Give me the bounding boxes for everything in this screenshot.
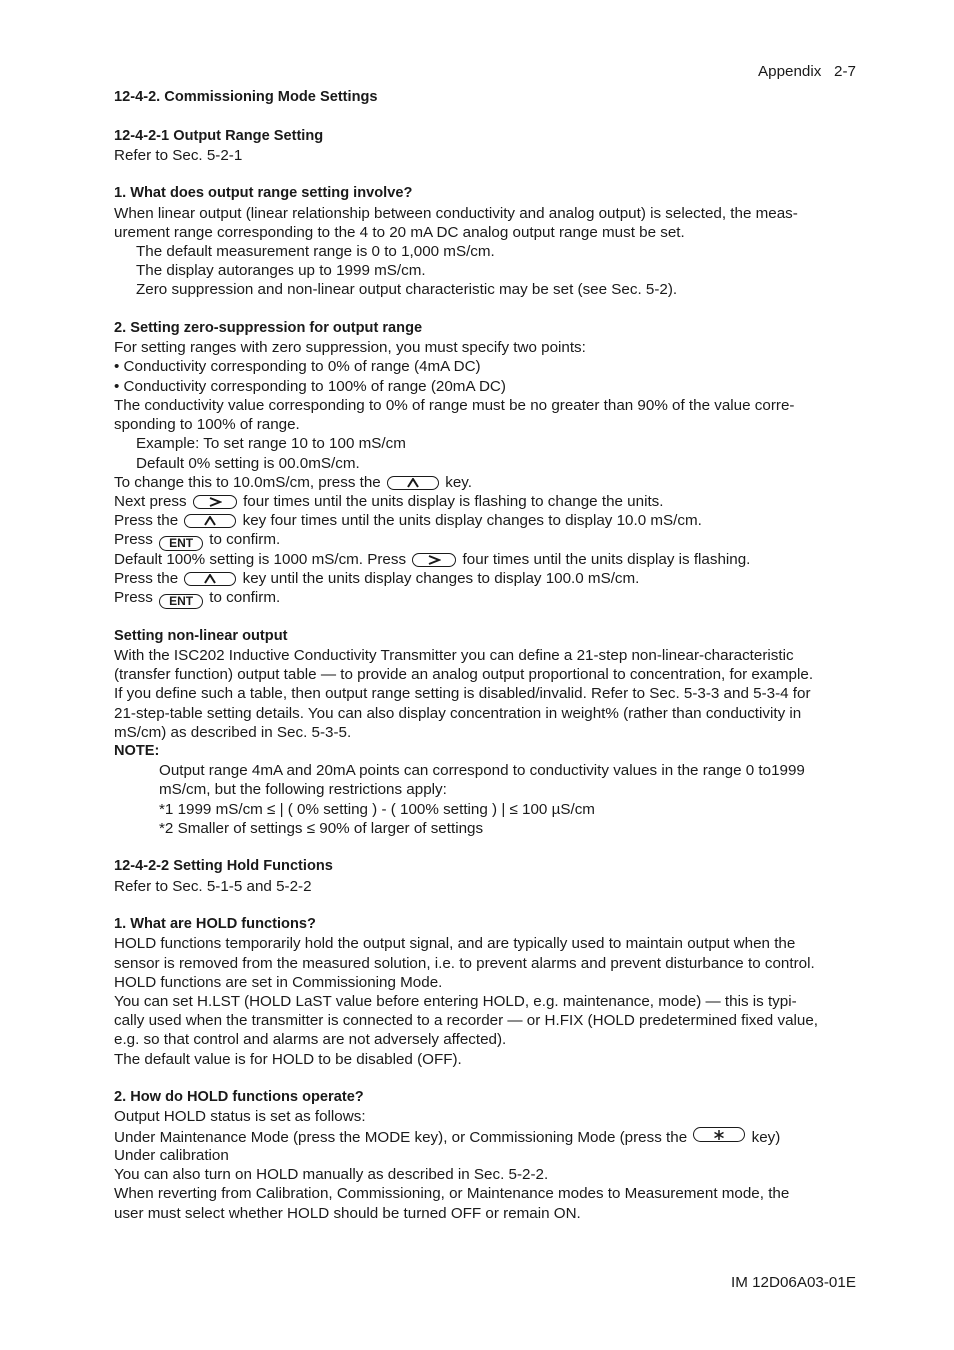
note-line: *2 Smaller of settings ≤ 90% of larger of settings [159,820,484,837]
paragraph-line: sponding to 100% of range. [114,416,300,433]
paragraph-line: The conductivity value corresponding to 0% of range must be no greater than 90% of the value corre- [114,397,795,414]
question-heading: 1. What does output range setting involve? [114,185,413,201]
instruction-text: key four times until the units display changes to display 10.0 mS/cm. [242,512,702,529]
bullet-item: • Conductivity corresponding to 0% of range (4mA DC) [114,358,481,375]
paragraph-line: Under calibration [114,1147,229,1164]
subheading: Setting non-linear output [114,628,288,644]
instruction-line [114,588,280,609]
paragraph-line: urement range corresponding to the 4 to 20 mA DC analog output range must be set. [114,224,685,241]
note-line: *1 1999 mS/cm ≤ | ( 0% setting ) - ( 100% setting ) | ≤ 100 µS/cm [159,801,595,818]
right-key-icon [193,495,237,509]
instruction-line [114,511,702,530]
paragraph-line: (transfer function) output table — to provide an analog output proportional to concentration, for example. [114,666,814,683]
instruction-text: Next press [114,493,187,510]
instruction-text: key until the units display changes to display 100.0 mS/cm. [242,570,640,587]
bullet-item: • Conductivity corresponding to 100% of range (20mA DC) [114,378,506,395]
section-title: 12-4-2. Commissioning Mode Settings [114,89,378,105]
instruction-text: to confirm. [209,531,281,548]
paragraph-line: e.g. so that control and alarms are not adversely affected). [114,1031,507,1048]
question-heading: 1. What are HOLD functions? [114,916,316,932]
paragraph-line: Refer to Sec. 5-1-5 and 5-2-2 [114,878,312,895]
example-line: Example: To set range 10 to 100 mS/cm [136,435,406,452]
header-page-number: 2-7 [834,63,856,80]
subsection-title: 12-4-2-1 Output Range Setting [114,128,324,144]
instruction-line [114,569,639,588]
instruction-text: key) [751,1129,781,1146]
instruction-text: Under Maintenance Mode (press the MODE key), or Commissioning Mode (press the [114,1129,688,1146]
paragraph-line: For setting ranges with zero suppression, you must specify two points: [114,339,586,356]
paragraph-line: Refer to Sec. 5-2-1 [114,147,243,164]
example-line: Default 0% setting is 00.0mS/cm. [136,455,360,472]
up-key-icon [184,514,236,528]
paragraph-line: If you define such a table, then output range setting is disabled/invalid. Refer to Sec. 5-3-3 and 5-3-4 for [114,685,811,702]
paragraph-line: mS/cm) as described in Sec. 5-3-5. [114,724,352,741]
note-line: Output range 4mA and 20mA points can correspond to conductivity values in the range 0 to1999 [159,762,805,779]
paragraph-line: The default value is for HOLD to be disabled (OFF). [114,1051,462,1068]
paragraph-line: The default measurement range is 0 to 1,000 mS/cm. [136,243,495,260]
document-id-footer: IM 12D06A03-01E [731,1274,856,1291]
up-key-icon [387,476,439,490]
paragraph-line: Output HOLD status is set as follows: [114,1108,366,1125]
question-heading: 2. Setting zero-suppression for output range [114,320,423,336]
paragraph-line: When linear output (linear relationship between conductivity and analog output) is selected, the meas- [114,205,798,222]
instruction-line [114,530,280,551]
star-key-icon [693,1127,745,1142]
instruction-text: Press [114,531,153,548]
note-label: NOTE: [114,743,160,759]
instruction-text: Default 100% setting is 1000 mS/cm. Press [114,551,407,568]
paragraph-line: HOLD functions temporarily hold the output signal, and are typically used to maintain output when the [114,935,796,952]
instruction-text: To change this to 10.0mS/cm, press the [114,474,381,491]
ent-key-icon: ENT [159,536,203,551]
paragraph-line: cally used when the transmitter is connected to a recorder — or H.FIX (HOLD predetermined fixed value, [114,1012,819,1029]
running-header [758,63,856,80]
paragraph-line: You can also turn on HOLD manually as described in Sec. 5-2-2. [114,1166,549,1183]
note-line: mS/cm, but the following restrictions apply: [159,781,447,798]
instruction-line [114,550,750,569]
paragraph-line: You can set H.LST (HOLD LaST value before entering HOLD, e.g. maintenance, mode) — this is typi- [114,993,797,1010]
instruction-text: key. [445,474,472,491]
ent-key-icon: ENT [159,594,203,609]
paragraph-line: Zero suppression and non-linear output characteristic may be set (see Sec. 5-2). [136,281,678,298]
instruction-line [114,492,664,511]
instruction-line [114,1127,780,1147]
paragraph-line: HOLD functions are set in Commissioning Mode. [114,974,443,991]
instruction-text: Press [114,589,153,606]
paragraph-line: The display autoranges up to 1999 mS/cm. [136,262,426,279]
up-key-icon [184,572,236,586]
instruction-text: four times until the units display is flashing. [462,551,751,568]
header-section: Appendix [758,63,822,80]
paragraph-line: When reverting from Calibration, Commissioning, or Maintenance modes to Measurement mode, the [114,1185,790,1202]
subsection-title: 12-4-2-2 Setting Hold Functions [114,858,333,874]
instruction-line [114,473,472,492]
question-heading: 2. How do HOLD functions operate? [114,1089,364,1105]
instruction-text: four times until the units display is flashing to change the units. [243,493,664,510]
right-key-icon [412,553,456,567]
instruction-text: to confirm. [209,589,281,606]
paragraph-line: sensor is removed from the measured solution, i.e. to prevent alarms and prevent disturbance to control. [114,955,815,972]
paragraph-line: user must select whether HOLD should be turned OFF or remain ON. [114,1205,581,1222]
instruction-text: Press the [114,570,179,587]
instruction-text: Press the [114,512,179,529]
paragraph-line: 21-step-table setting details. You can also display concentration in weight% (rather than conductivity in [114,705,802,722]
paragraph-line: With the ISC202 Inductive Conductivity Transmitter you can define a 21-step non-linear-characteristic [114,647,794,664]
